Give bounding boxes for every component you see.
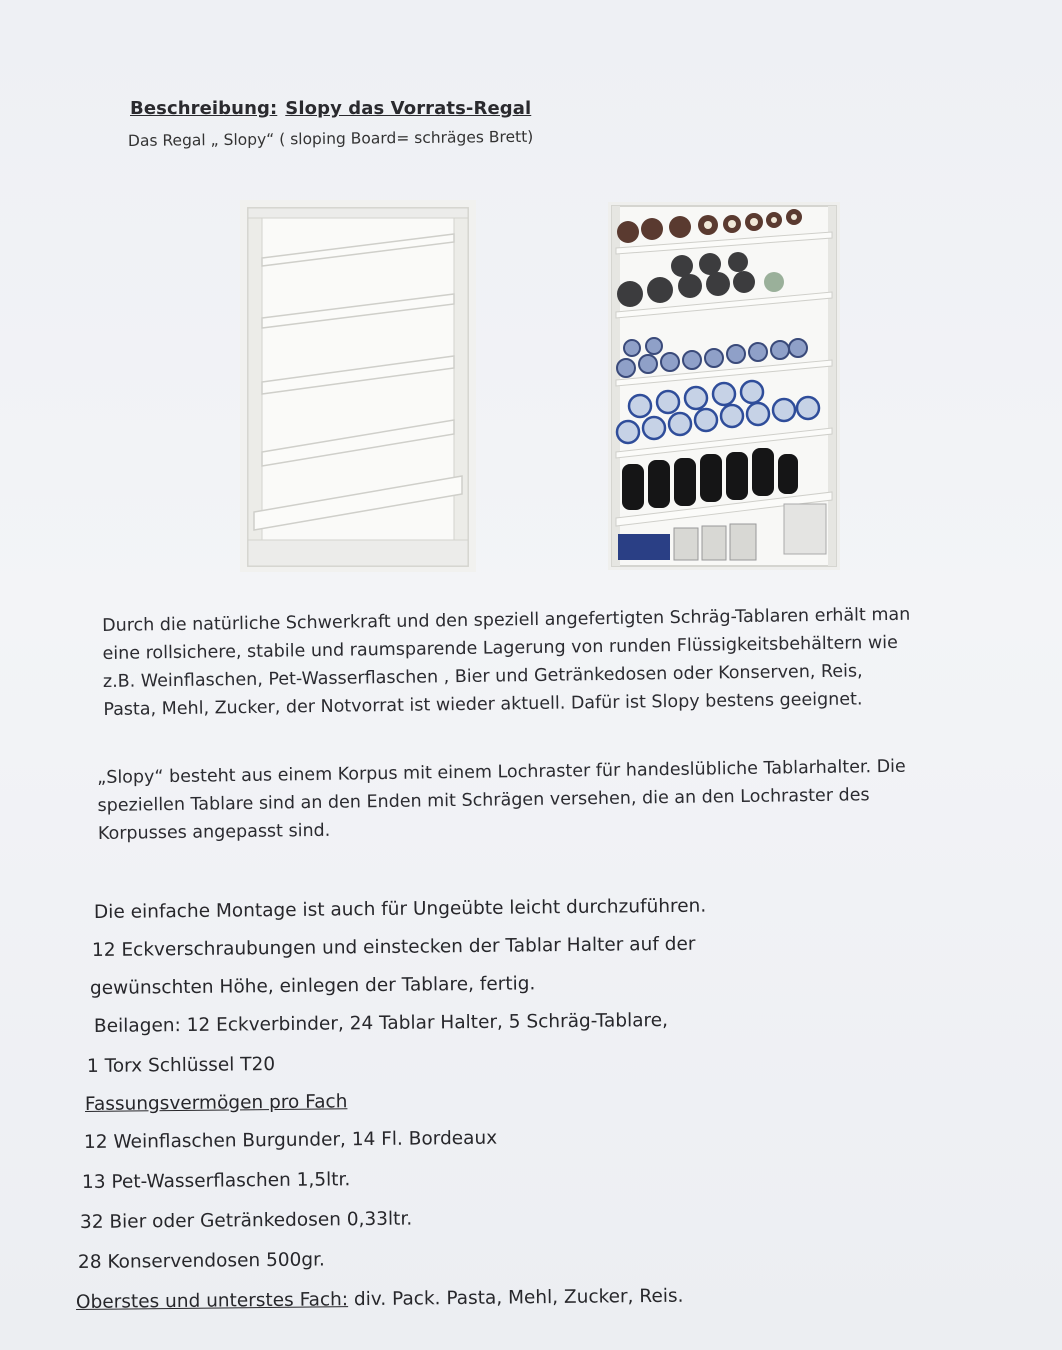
document-subtitle: Das Regal „ Slopy“ ( sloping Board= schräges Brett) [127,127,534,150]
montage-line: gewünschten Höhe, einlegen der Tablare, fertig. [89,973,536,999]
montage-line: Die einfache Montage ist auch für Ungeübte leicht durchzuführen. [93,895,707,923]
paragraph-line: Pasta, Mehl, Zucker, der Notvorrat ist wieder aktuell. Dafür ist Slopy bestens geeignet. [103,689,863,720]
capacity-line: 28 Konservendosen 500gr. [77,1249,325,1273]
paragraph-line: „Slopy“ besteht aus einem Korpus mit einem Lochraster für handeslübliche Tablarhalter. Die [97,756,906,788]
top-bottom-shelf-label: Oberstes und unterstes Fach: [75,1289,349,1313]
paragraph-line: z.B. Weinflaschen, Pet-Wasserflaschen , Bier und Getränkedosen oder Konserven, Reis, [102,661,863,692]
montage-line: Beilagen: 12 Eckverbinder, 24 Tablar Halter, 5 Schräg-Tablare, [93,1009,669,1037]
capacity-line: 12 Weinflaschen Burgunder, 14 Fl. Bordeaux [83,1127,498,1153]
paragraph-line: speziellen Tablare sind an den Enden mit Schrägen versehen, die an den Lochraster des [97,785,870,816]
empty-shelf-image [240,200,476,572]
title-label: Beschreibung: [130,98,278,119]
montage-line: 1 Torx Schlüssel T20 [86,1054,276,1077]
capacity-line: 13 Pet-Wasserflaschen 1,5ltr. [81,1169,351,1193]
paragraph-gravity [102,599,1003,724]
paragraph-line: Korpusses angepasst sind. [97,820,331,844]
capacity-line: 32 Bier oder Getränkedosen 0,33ltr. [79,1208,413,1233]
capacity-heading: Fassungsvermögen pro Fach [84,1091,348,1115]
title-product-name: Slopy das Vorrats-Regal [285,98,532,119]
montage-line: 12 Eckverschraubungen und einstecken der Tablar Halter auf der [91,933,696,961]
document-title [130,98,531,119]
filled-shelf-image [608,202,840,570]
paragraph-line: eine rollsichere, stabile und raumsparende Lagerung von runden Flüssigkeitsbehältern wie [102,632,898,664]
top-bottom-shelf-line [76,1286,684,1313]
paragraph-line: Durch die natürliche Schwerkraft und den speziell angefertigten Schräg-Tablaren erhält man [102,604,911,636]
top-bottom-shelf-text: div. Pack. Pasta, Mehl, Zucker, Reis. [347,1285,684,1311]
paragraph-construction [97,751,1008,848]
